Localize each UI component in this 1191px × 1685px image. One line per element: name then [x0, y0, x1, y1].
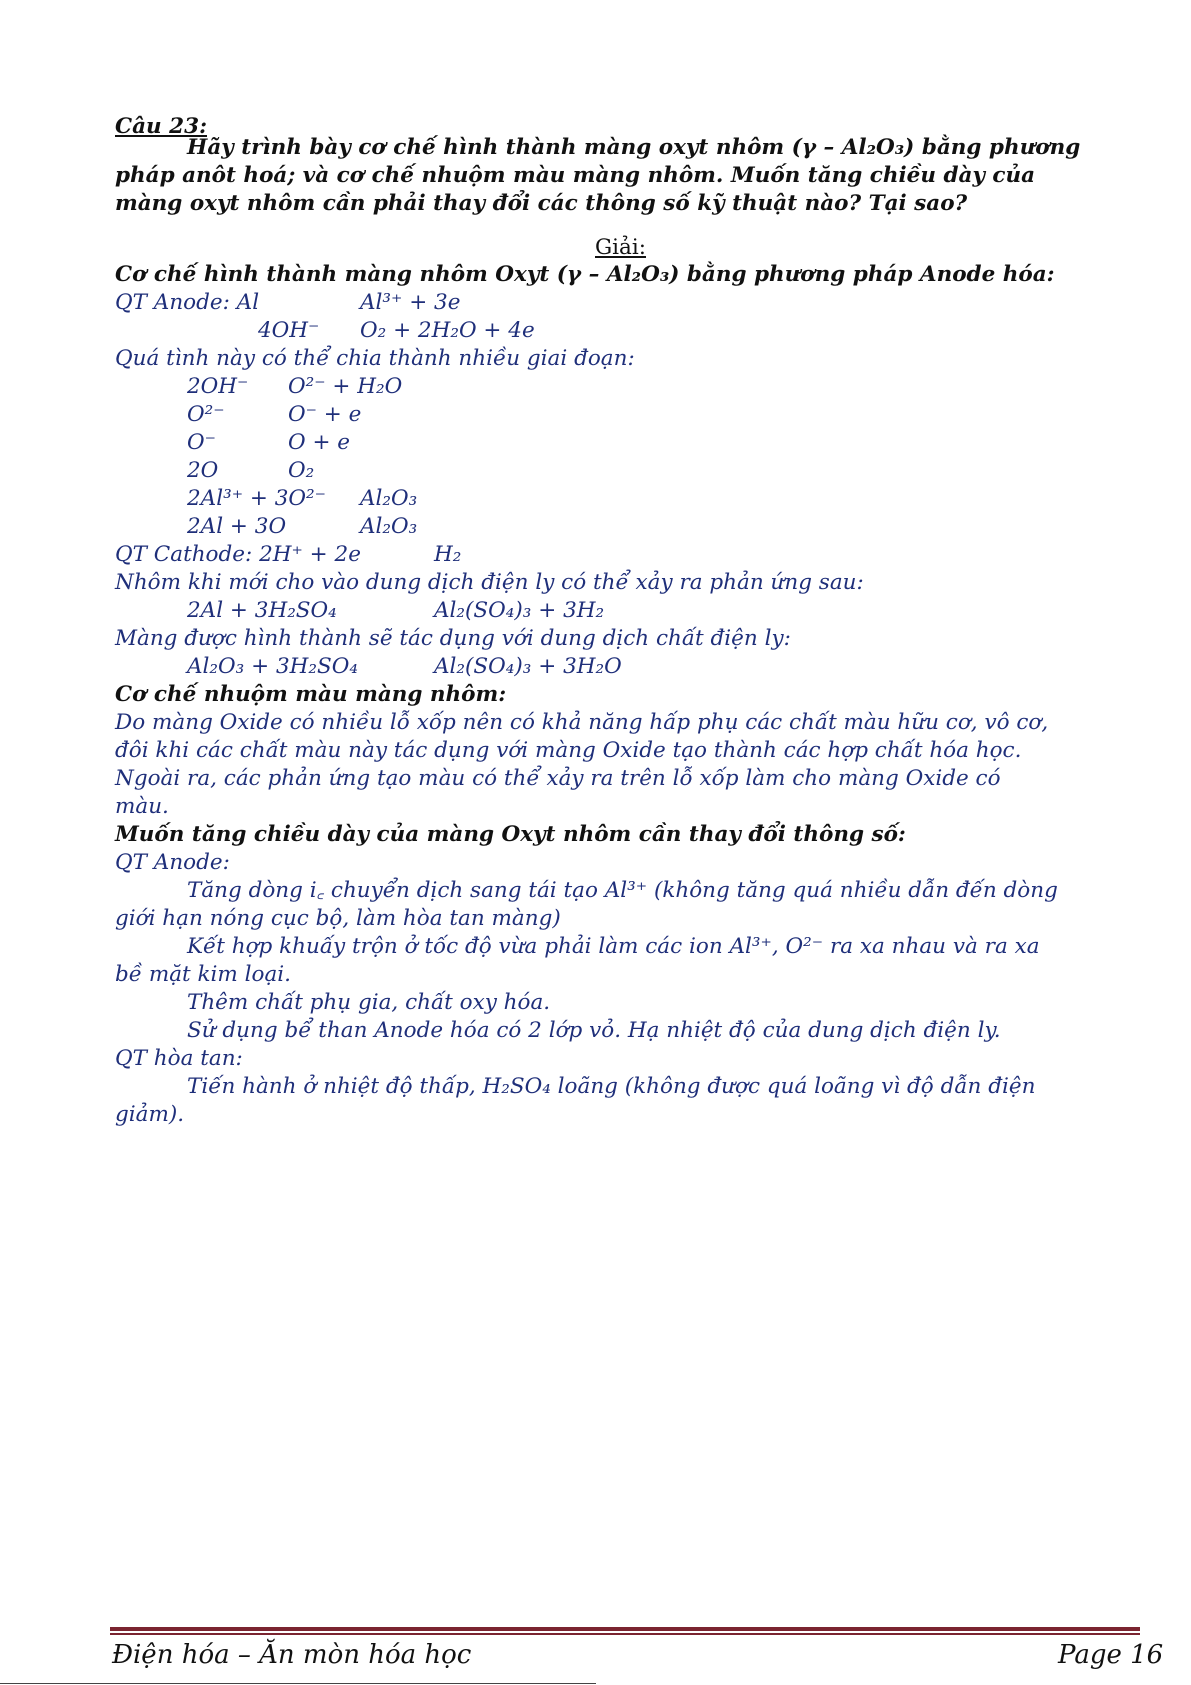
anode-eq-1-left: QT Anode: Al	[115, 290, 260, 315]
stage-5-left: 2Al³⁺ + 3O²⁻	[187, 486, 327, 511]
section2-line-4: màu.	[115, 794, 169, 819]
stage-2-right: O⁻ + e	[288, 402, 362, 427]
bottom-divider	[0, 1683, 596, 1684]
stage-1-left: 2OH⁻	[187, 374, 249, 399]
dissolve-item-1-cont: giảm).	[115, 1102, 185, 1127]
question-label: Câu 23:	[115, 114, 208, 139]
anode-item-1: Tăng dòng i꜀ chuyển dịch sang tái tạo Al³⁺ (không tăng quá nhiều dẫn đến dòng	[187, 878, 1058, 903]
stage-3-left: O⁻	[187, 430, 216, 455]
footer-rule-thin	[110, 1633, 1140, 1635]
section2-line-1: Do màng Oxide có nhiều lỗ xốp nên có khả năng hấp phụ các chất màu hữu cơ, vô cơ,	[115, 710, 1049, 735]
section2-title: Cơ chế nhuộm màu màng nhôm:	[115, 682, 507, 707]
cathode-eq-right: H₂	[434, 542, 462, 567]
stage-4-left: 2O	[187, 458, 219, 483]
section1-title: Cơ chế hình thành màng nhôm Oxyt (γ – Al₂O₃) bằng phương pháp Anode hóa:	[115, 262, 1055, 287]
question-line-2: pháp anôt hoá; và cơ chế nhuộm màu màng nhôm. Muốn tăng chiều dày của	[115, 163, 1036, 188]
anode-item-2-cont: bề mặt kim loại.	[115, 962, 291, 987]
footer-title: Điện hóa – Ăn mòn hóa học	[112, 1640, 472, 1670]
reaction-2-left: Al₂O₃ + 3H₂SO₄	[187, 654, 358, 679]
reaction-intro: Nhôm khi mới cho vào dung dịch điện ly có thể xảy ra phản ứng sau:	[115, 570, 864, 595]
anode-eq-2-left: 4OH⁻	[258, 318, 320, 343]
footer-rule-thick	[110, 1627, 1140, 1631]
reaction-1-left: 2Al + 3H₂SO₄	[187, 598, 337, 623]
stage-1-right: O²⁻ + H₂O	[288, 374, 403, 399]
anode-eq-1-right: Al³⁺ + 3e	[360, 290, 461, 315]
reaction-1-right: Al₂(SO₄)₃ + 3H₂	[434, 598, 605, 623]
stage-6-right: Al₂O₃	[360, 514, 418, 539]
stage-3-right: O + e	[288, 430, 351, 455]
reaction-2-intro: Màng được hình thành sẽ tác dụng với dung dịch chất điện ly:	[115, 626, 791, 651]
cathode-eq-left: QT Cathode: 2H⁺ + 2e	[115, 542, 361, 567]
anode-item-4: Sử dụng bể than Anode hóa có 2 lớp vỏ. Hạ nhiệt độ của dung dịch điện ly.	[187, 1018, 1001, 1043]
stages-intro: Quá tình này có thể chia thành nhiều giai đoạn:	[115, 346, 635, 371]
anode-item-2: Kết hợp khuấy trộn ở tốc độ vừa phải làm các ion Al³⁺, O²⁻ ra xa nhau và ra xa	[187, 934, 1040, 959]
stage-4-right: O₂	[288, 458, 315, 483]
dissolve-item-1: Tiến hành ở nhiệt độ thấp, H₂SO₄ loãng (không được quá loãng vì độ dẫn điện	[187, 1074, 1036, 1099]
solution-label: Giải:	[595, 235, 646, 260]
stage-6-left: 2Al + 3O	[187, 514, 287, 539]
qt-dissolve-label: QT hòa tan:	[115, 1046, 243, 1071]
question-line-1: Hãy trình bày cơ chế hình thành màng oxyt nhôm (γ – Al₂O₃) bằng phương	[187, 135, 1081, 160]
stage-2-left: O²⁻	[187, 402, 225, 427]
section3-title: Muốn tăng chiều dày của màng Oxyt nhôm cần thay đổi thông số:	[115, 822, 906, 847]
qt-anode-label: QT Anode:	[115, 850, 230, 875]
question-line-3: màng oxyt nhôm cần phải thay đổi các thông số kỹ thuật nào? Tại sao?	[115, 191, 968, 216]
page-number: Page 16	[1058, 1640, 1164, 1670]
anode-eq-2-right: O₂ + 2H₂O + 4e	[360, 318, 535, 343]
stage-5-right: Al₂O₃	[360, 486, 418, 511]
reaction-2-right: Al₂(SO₄)₃ + 3H₂O	[434, 654, 622, 679]
anode-item-3: Thêm chất phụ gia, chất oxy hóa.	[187, 990, 551, 1015]
anode-item-1-cont: giới hạn nóng cục bộ, làm hòa tan màng)	[115, 906, 561, 931]
section2-line-2: đôi khi các chất màu này tác dụng với màng Oxide tạo thành các hợp chất hóa học.	[115, 738, 1022, 763]
section2-line-3: Ngoài ra, các phản ứng tạo màu có thể xảy ra trên lỗ xốp làm cho màng Oxide có	[115, 766, 1001, 791]
